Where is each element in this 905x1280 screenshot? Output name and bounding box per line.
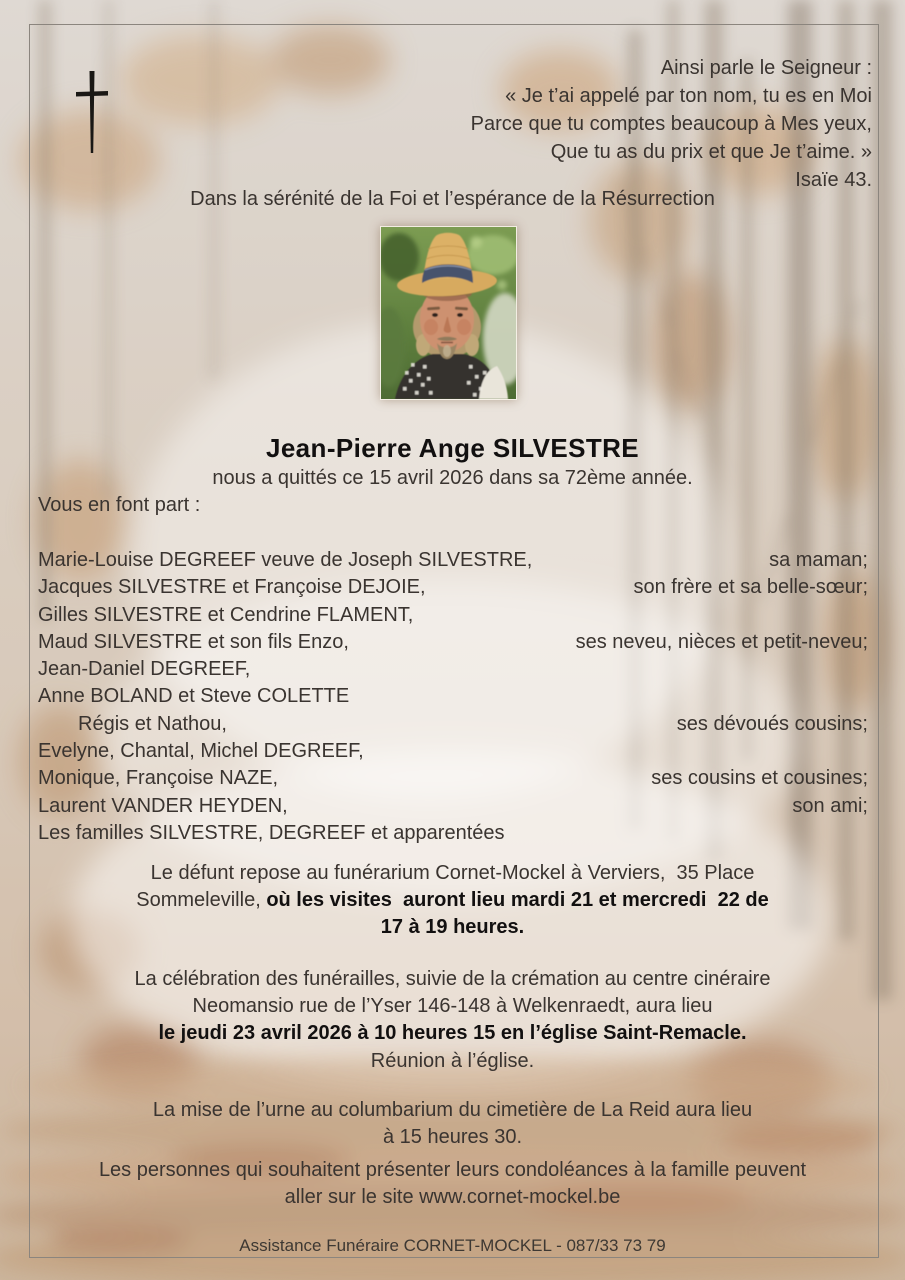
repose-line1: Le défunt repose au funérarium Cornet-Mockel à Verviers, 35 Place: [150, 862, 755, 884]
family-row: [38, 656, 868, 683]
family-relation: ses neveu, nièces et petit-neveu;: [575, 630, 868, 653]
family-member-names: Laurent VANDER HEYDEN,: [38, 794, 288, 817]
family-member-names: Régis et Nathou,: [78, 712, 227, 735]
family-row: [38, 602, 868, 629]
scripture-quote: [471, 54, 872, 194]
repose-line2-normal: Sommeleville,: [136, 889, 267, 912]
family-row: [38, 683, 868, 710]
funeral-home-contact: Assistance Funéraire CORNET-MOCKEL - 087/33 73 79: [239, 1236, 666, 1255]
family-relation: sa maman;: [769, 549, 868, 571]
death-announcement: nous a quittés ce 15 avril 2026 dans sa 72ème année.: [212, 467, 693, 489]
family-member-names: Gilles SILVESTRE et Cendrine FLAMENT,: [38, 603, 414, 626]
family-member-names: Les familles SILVESTRE, DEGREEF et apparentées: [38, 821, 505, 844]
portrait-illustration: [381, 227, 516, 399]
family-relation: son frère et sa belle-sœur;: [633, 576, 868, 599]
family-member-names: Jean-Daniel DEGREEF,: [38, 658, 251, 681]
family-row: [38, 793, 868, 820]
scripture-quote-line: Parce que tu comptes beaucoup à Mes yeux,: [470, 113, 872, 135]
scripture-quote-line: Que tu as du prix et que Je t’aime. »: [550, 141, 872, 163]
family-row: [38, 711, 868, 738]
family-row: [38, 738, 868, 765]
ceremony-line3-bold: le jeudi 23 avril 2026 à 10 heures 15 en l’église Saint-Remacle.: [158, 1022, 747, 1045]
family-intro: Vous en font part :: [38, 494, 201, 516]
condolences-line2: aller sur le site www.cornet-mockel.be: [284, 1186, 621, 1209]
family-relation: ses cousins et cousines;: [651, 767, 868, 790]
family-row: [38, 820, 868, 847]
serenity-line: Dans la sérénité de la Foi et l’espérance de la Résurrection: [190, 188, 715, 210]
ceremony-line1: La célébration des funérailles, suivie de la crémation au centre cinéraire: [134, 968, 771, 990]
ceremony-line4: Réunion à l’église.: [370, 1049, 535, 1072]
condolences-paragraph: [38, 1157, 867, 1211]
repose-line3-bold: 17 à 19 heures.: [380, 916, 525, 939]
family-member-names: Monique, Françoise NAZE,: [38, 767, 279, 790]
urn-paragraph: [92, 1097, 813, 1151]
scripture-quote-line: Ainsi parle le Seigneur :: [660, 57, 872, 79]
scripture-quote-line: « Je t’ai appelé par ton nom, tu es en Moi: [505, 85, 872, 107]
ceremony-line2: Neomansio rue de l’Yser 146-148 à Welkenraedt, aura lieu: [192, 995, 713, 1018]
family-row: [38, 629, 868, 656]
urn-line2: à 15 heures 30.: [383, 1126, 522, 1149]
family-row: [38, 547, 868, 574]
repose-line2-bold: où les visites auront lieu mardi 21 et mercredi 22 de: [266, 889, 769, 912]
family-member-names: Anne BOLAND et Steve COLETTE: [38, 685, 350, 708]
ceremony-paragraph: [38, 966, 867, 1075]
repose-paragraph: [92, 860, 813, 942]
portrait-photo: [380, 226, 517, 400]
deceased-name: Jean-Pierre Ange SILVESTRE: [265, 433, 640, 463]
family-relation: son ami;: [792, 794, 868, 817]
family-member-names: Maud SILVESTRE et son fils Enzo,: [38, 630, 349, 653]
christian-cross-icon: [74, 70, 110, 154]
family-row: [38, 574, 868, 601]
family-member-names: Jacques SILVESTRE et Françoise DEJOIE,: [38, 576, 426, 599]
family-row: [38, 765, 868, 792]
scripture-reference: Isaïe 43.: [795, 169, 872, 191]
family-relation: ses dévoués cousins;: [676, 712, 868, 735]
urn-line1: La mise de l’urne au columbarium du cimetière de La Reid aura lieu: [152, 1099, 753, 1121]
family-member-names: Evelyne, Chantal, Michel DEGREEF,: [38, 740, 364, 763]
family-list: [38, 547, 868, 847]
condolences-line1: Les personnes qui souhaitent présenter leurs condoléances à la famille peuvent: [98, 1159, 807, 1181]
family-member-names: Marie-Louise DEGREEF veuve de Joseph SILVESTRE,: [38, 549, 533, 571]
